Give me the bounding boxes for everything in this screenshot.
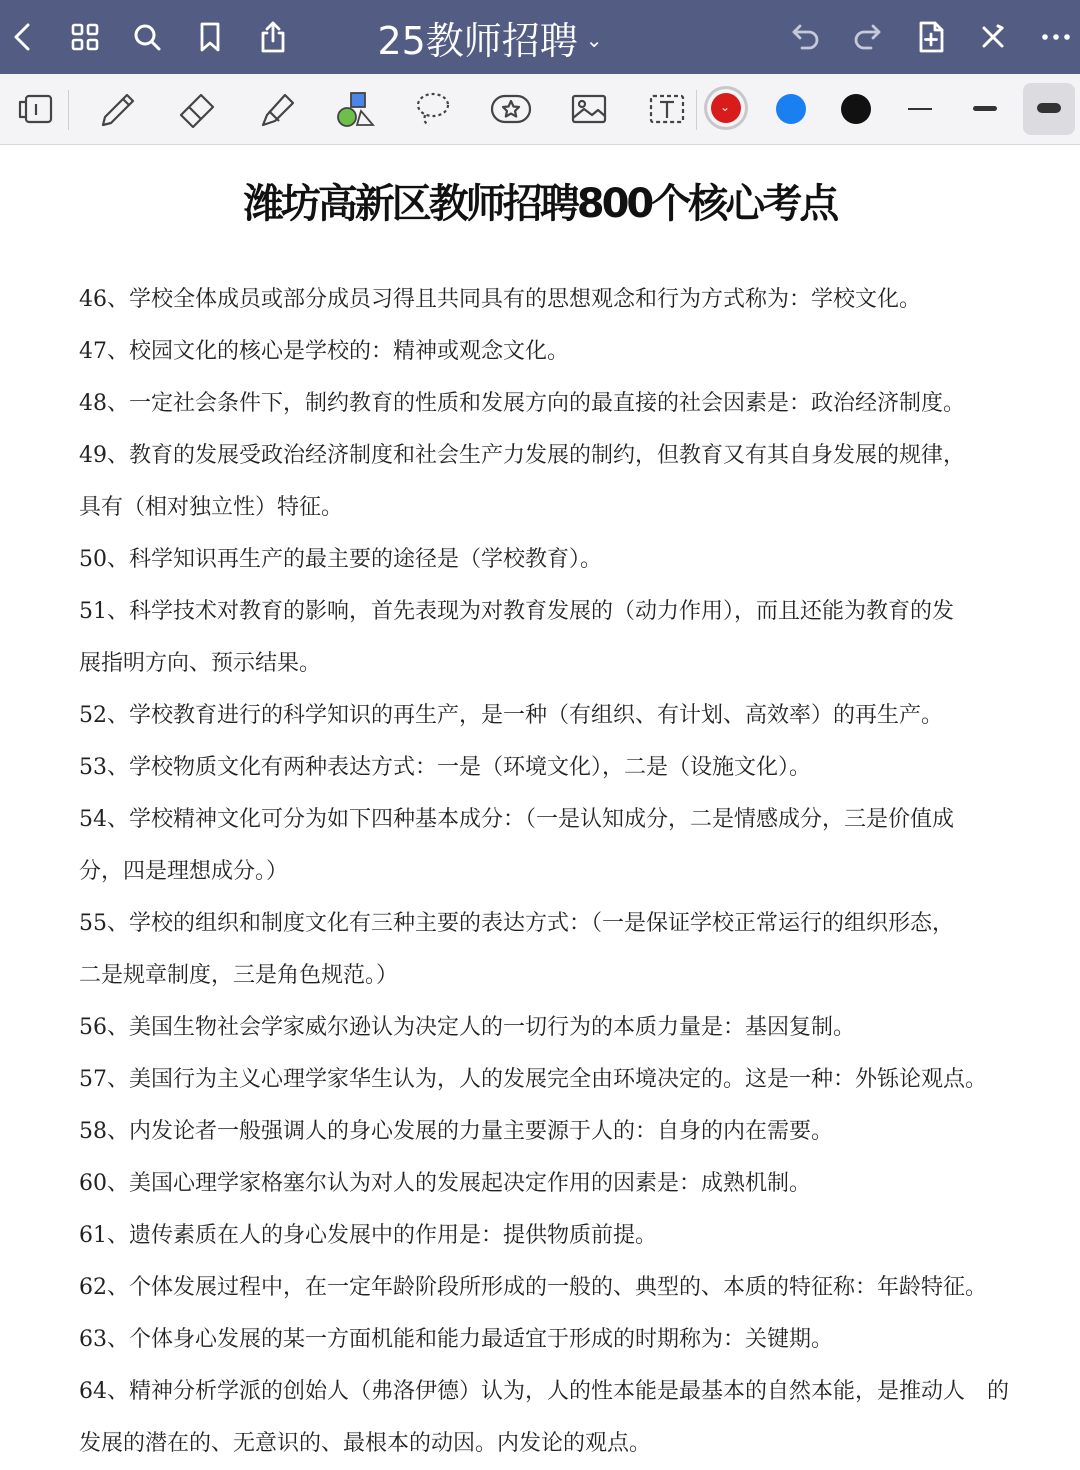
toolbar-divider: [696, 90, 697, 130]
back-icon[interactable]: [0, 14, 46, 60]
content-line: 发展的潜在的、无意识的、最根本的动因。内发论的观点。: [79, 1431, 652, 1456]
chevron-down-icon: ⌄: [720, 100, 731, 114]
content-line: 具有（相对独立性）特征。: [79, 495, 344, 520]
highlighter-icon[interactable]: [252, 84, 302, 134]
color-swatch-black[interactable]: [841, 94, 871, 124]
undo-icon[interactable]: [782, 14, 828, 60]
content-line: 53、学校物质文化有两种表达方式：一是（环境文化），二是（设施文化）。: [79, 755, 811, 780]
content-line: 47、校园文化的核心是学校的：精神或观念文化。: [79, 339, 569, 364]
content-line: 61、遗传素质在人的身心发展中的作用是：提供物质前提。: [79, 1223, 657, 1248]
chevron-down-icon: ⌄: [585, 28, 603, 52]
search-icon[interactable]: [124, 14, 170, 60]
content-line: 51、科学技术对教育的影响，首先表现为对教育发展的（动力作用），而且还能为教育的发: [79, 599, 954, 624]
stroke-width-thick-button[interactable]: [1023, 83, 1075, 135]
sidebar-toggle-icon[interactable]: [13, 84, 63, 134]
share-icon[interactable]: [250, 14, 296, 60]
content-line: 63、个体身心发展的某一方面机能和能力最适宜于形成的时期称为：关键期。: [79, 1327, 833, 1352]
stroke-width-thin[interactable]: [908, 108, 932, 110]
content-line: 二是规章制度，三是角色规范。）: [79, 963, 399, 988]
top-bar: [0, 0, 1080, 74]
shapes-icon[interactable]: [330, 84, 380, 134]
document-title[interactable]: [360, 10, 620, 64]
content-line: 展指明方向、预示结果。: [79, 651, 322, 676]
add-page-icon[interactable]: [908, 14, 954, 60]
image-icon[interactable]: [564, 84, 614, 134]
pen-icon[interactable]: [92, 84, 142, 134]
color-swatch-blue[interactable]: [776, 94, 806, 124]
content-line: 56、美国生物社会学家威尔逊认为决定人的一切行为的本质力量是：基因复制。: [79, 1015, 855, 1040]
text-box-icon[interactable]: [642, 84, 692, 134]
content-line: 64、精神分析学派的创始人（弗洛伊德）认为，人的性本能是最基本的自然本能，是推动人 的: [79, 1379, 1009, 1404]
document-body: [79, 274, 1039, 1470]
content-line: 55、学校的组织和制度文化有三种主要的表达方式：（一是保证学校正常运行的组织形态，: [79, 911, 954, 936]
document-title-text: 25教师招聘: [377, 18, 578, 63]
grid-icon[interactable]: [62, 14, 108, 60]
content-line: 57、美国行为主义心理学家华生认为，人的发展完全由环境决定的。这是一种：外铄论观点。: [79, 1067, 987, 1092]
content-line: 50、科学知识再生产的最主要的途径是（学校教育）。: [79, 547, 602, 572]
more-icon[interactable]: [1033, 14, 1079, 60]
sticker-icon[interactable]: [486, 84, 536, 134]
stroke-width-medium[interactable]: [973, 106, 997, 111]
content-line: 48、一定社会条件下，制约教育的性质和发展方向的最直接的社会因素是：政治经济制度。: [79, 391, 965, 416]
toolbar-divider: [68, 90, 69, 130]
color-swatch-red[interactable]: [711, 93, 741, 123]
bookmark-icon[interactable]: [187, 14, 233, 60]
content-line: 49、教育的发展受政治经济制度和社会生产力发展的制约，但教育又有其自身发展的规律，: [79, 443, 965, 468]
redo-icon[interactable]: [845, 14, 891, 60]
content-line: 分，四是理想成分。）: [79, 859, 289, 884]
content-line: 62、个体发展过程中，在一定年龄阶段所形成的一般的、典型的、本质的特征称：年龄特征。: [79, 1275, 987, 1300]
content-line: 54、学校精神文化可分为如下四种基本成分：（一是认知成分，二是情感成分，三是价值成: [79, 807, 954, 832]
stroke-width-thick: [1037, 103, 1061, 113]
content-line: 58、内发论者一般强调人的身心发展的力量主要源于人的：自身的内在需要。: [79, 1119, 833, 1144]
close-icon[interactable]: [970, 14, 1016, 60]
content-line: 60、美国心理学家格塞尔认为对人的发展起决定作用的因素是：成熟机制。: [79, 1171, 811, 1196]
content-line: 46、学校全体成员或部分成员习得且共同具有的思想观念和行为方式称为：学校文化。: [79, 287, 921, 312]
content-line: 52、学校教育进行的科学知识的再生产，是一种（有组织、有计划、高效率）的再生产。: [79, 703, 943, 728]
page-title: 潍坊高新区教师招聘800个核心考点: [243, 180, 837, 227]
lasso-icon[interactable]: [408, 84, 458, 134]
eraser-icon[interactable]: [172, 84, 222, 134]
